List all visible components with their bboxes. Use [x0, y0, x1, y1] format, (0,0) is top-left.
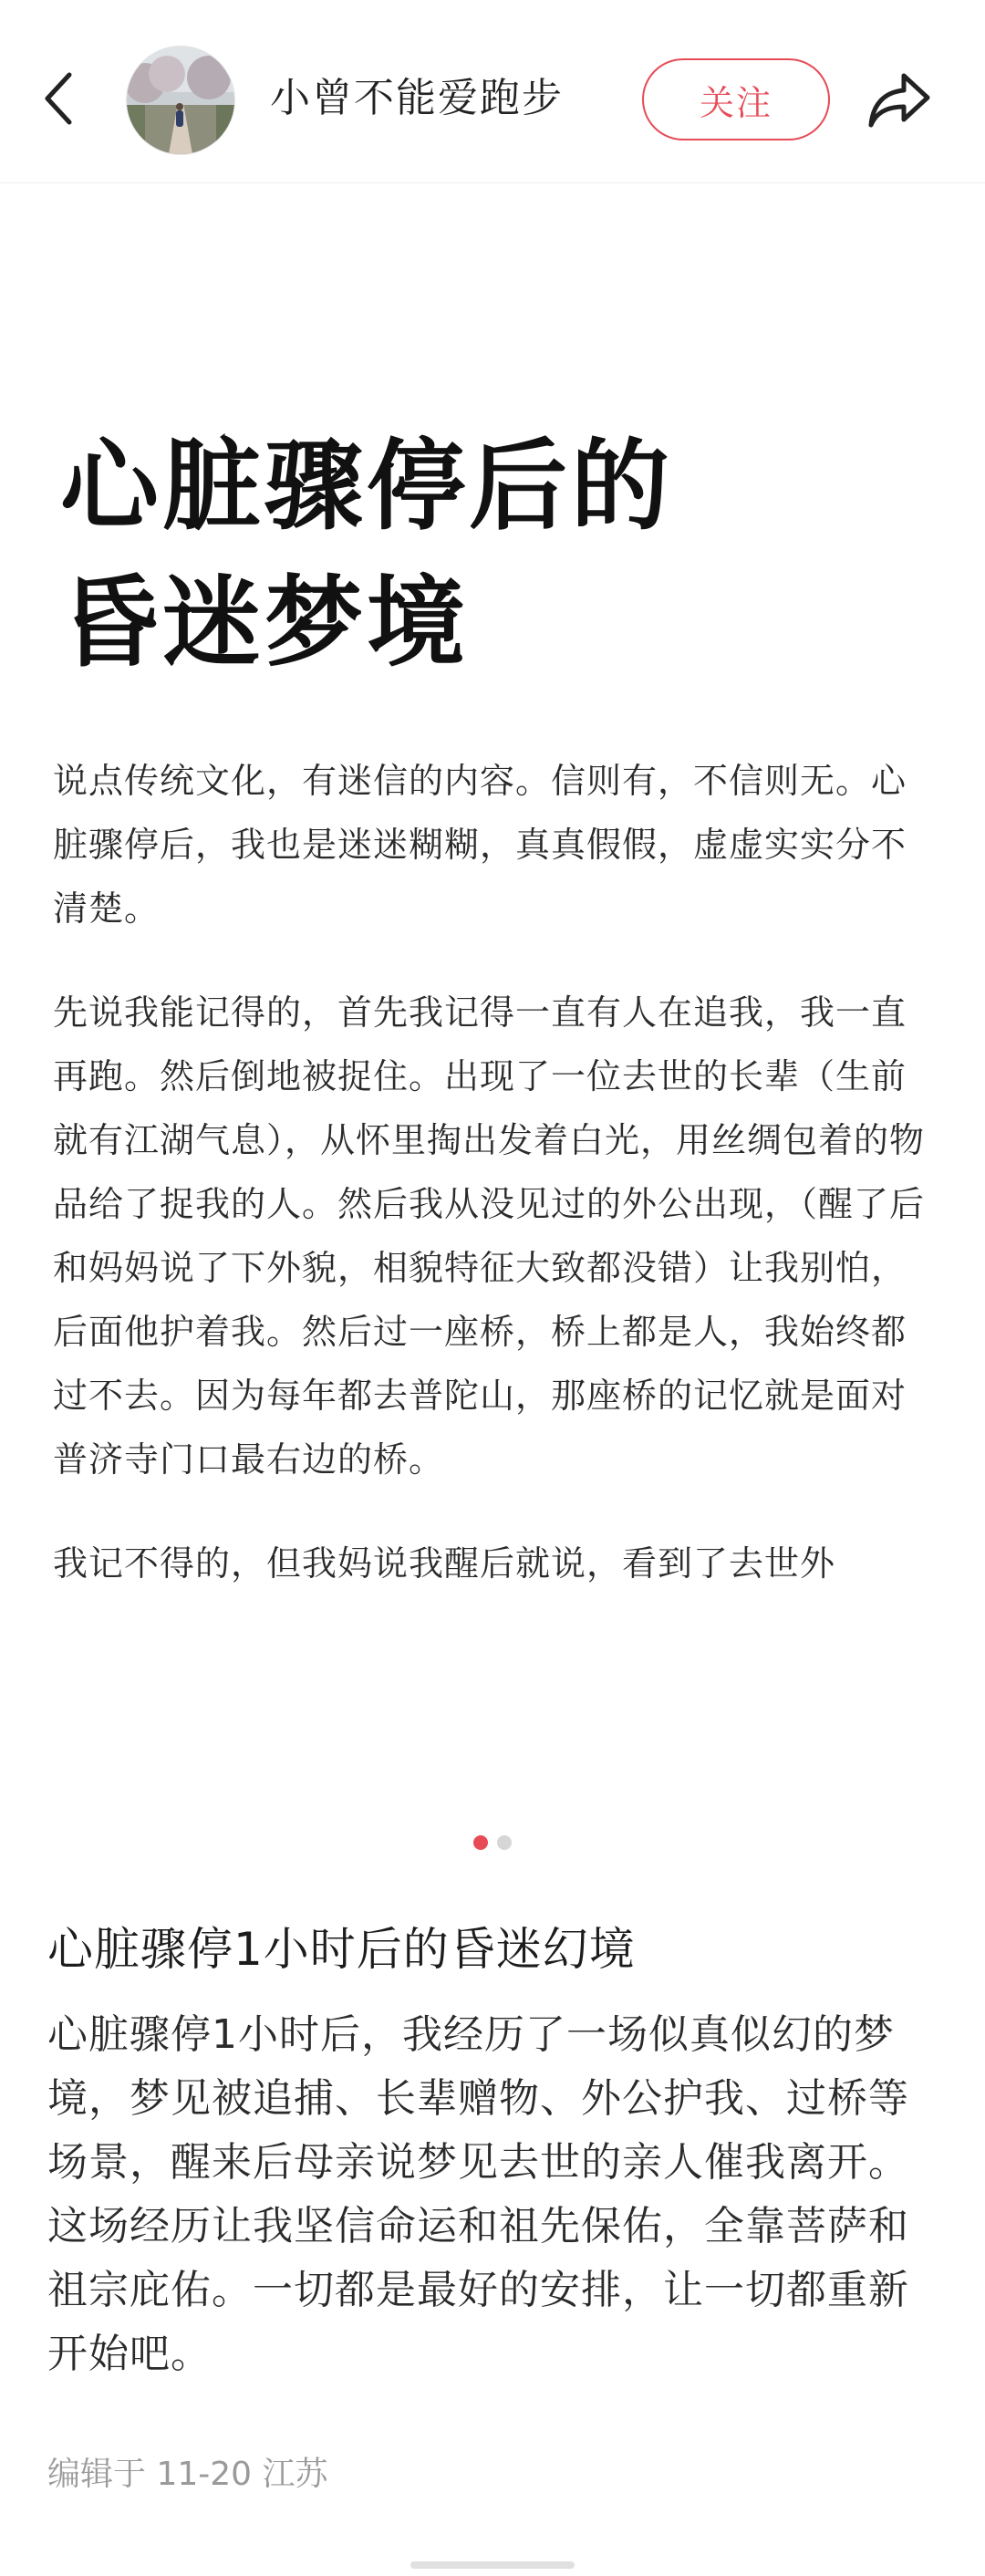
- edited-date: 11-20: [156, 2456, 253, 2493]
- avatar-photo: [127, 47, 234, 154]
- author-name[interactable]: 小曾不能爱跑步: [270, 75, 564, 121]
- post-location: 江苏: [262, 2456, 328, 2493]
- image-carousel-slide[interactable]: [0, 183, 985, 1780]
- edited-label: 编辑于: [47, 2456, 147, 2493]
- post-meta: [47, 2452, 328, 2498]
- carousel-pagination: [0, 1835, 985, 1854]
- slide-title: [60, 419, 881, 692]
- post-body: 心脏骤停1小时后，我经历了一场似真似幻的梦境，梦见被追捕、长辈赠物、外公护我、过桥等场景，醒来后母亲说梦见去世的亲人催我离开。这场经历让我坚信命运和祖先保佑，全靠菩萨和祖宗庇佑。一切都是最好的安排，让一切都重新开始吧。: [47, 2011, 909, 2377]
- home-indicator: [410, 2561, 575, 2569]
- top-bar: [0, 0, 985, 183]
- back-button[interactable]: [35, 66, 82, 131]
- share-button[interactable]: [863, 64, 936, 137]
- share-arrow-icon: [866, 70, 933, 130]
- pagination-dot-2[interactable]: [497, 1835, 512, 1850]
- slide-text-block: [53, 749, 938, 1636]
- slide-paragraph: 我记不得的，但我妈说我醒后就说，看到了去世外: [53, 1543, 836, 1584]
- pagination-dot-1[interactable]: [473, 1835, 488, 1850]
- chevron-left-icon: [40, 69, 77, 128]
- slide-title-line2: 昏迷梦境: [60, 566, 470, 680]
- slide-title-line1: 心脏骤停后的: [60, 430, 674, 544]
- slide-paragraph: 先说我能记得的，首先我记得一直有人在追我，我一直再跑。然后倒地被捉住。出现了一位去世的长辈（生前就有江湖气息），从怀里掏出发着白光，用丝绸包着的物品给了捉我的人。然后我从没见过的外公出现，（醒了后和妈妈说了下外貌，相貌特征大致都没错）让我别怕，后面他护着我。然后过一座桥，桥上都是人，我始终都过不去。因为每年都去普陀山，那座桥的记忆就是面对普济寺门口最右边的桥。: [53, 992, 926, 1480]
- slide-paragraph: 说点传统文化，有迷信的内容。信则有，不信则无。心脏骤停后，我也是迷迷糊糊，真真假假，虚虚实实分不清楚。: [53, 761, 907, 929]
- follow-button[interactable]: 关注: [642, 58, 830, 140]
- post-title: 心脏骤停1小时后的昏迷幻境: [47, 1923, 636, 1976]
- author-avatar[interactable]: [126, 46, 235, 155]
